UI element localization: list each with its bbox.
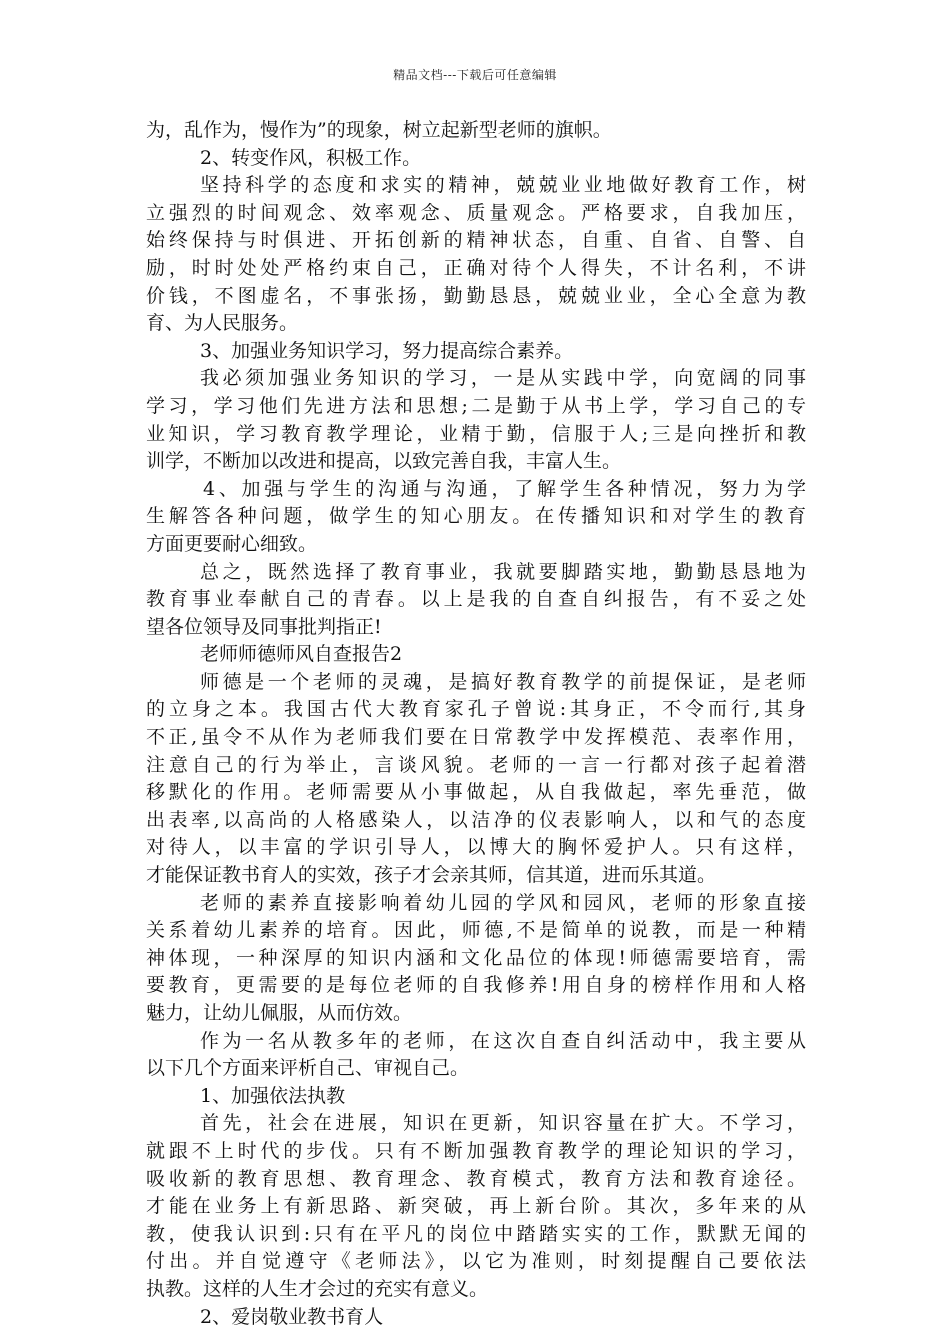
- text-line: 老师的素养直接影响着幼儿园的学风和园风，老师的形象直接: [200, 891, 806, 914]
- text-line: 才能保证教书育人的实效，孩子才会亲其师，信其道，进而乐其道。: [146, 864, 717, 887]
- paragraph: [146, 365, 806, 475]
- text-line: 才能在业务上有新思路、新突破，再上新台阶。其次，多年来的从: [146, 1195, 806, 1218]
- text-line: 2、转变作风，积极工作。: [200, 146, 422, 169]
- text-line: 师德是一个老师的灵魂，是搞好教育教学的前提保证，是老师: [200, 670, 806, 693]
- text-line: 老师师德师风自查报告2: [200, 643, 403, 666]
- text-line: 1、加强依法执教: [200, 1084, 346, 1107]
- text-line: 总之，既然选择了教育事业，我就要脚踏实地，勤勤恳恳地为: [200, 560, 806, 583]
- text-line: 执教。这样的人生才会过的充实有意义。: [146, 1277, 489, 1300]
- text-line: 学习，学习他们先进方法和思想;二是勤于从书上学，学习自己的专: [146, 394, 806, 417]
- paragraph: [146, 559, 806, 642]
- text-line: 注意自己的行为举止，言谈风貌。老师的一言一行都对孩子起着潜: [146, 753, 806, 776]
- text-line: 方面更要耐心细致。: [146, 532, 318, 555]
- paragraph: [146, 117, 806, 145]
- text-line: 育、为人民服务。: [146, 312, 299, 335]
- text-line: 为，乱作为，慢作为”的现象，树立起新型老师的旗帜。: [146, 119, 612, 141]
- paragraph: [146, 476, 806, 559]
- paragraph: [146, 669, 806, 890]
- text-line: 出表率,以高尚的人格感染人，以洁净的仪表影响人，以和气的态度: [146, 808, 806, 831]
- text-line: 以下几个方面来评析自己、审视自己。: [146, 1057, 470, 1080]
- text-line: 作为一名从教多年的老师，在这次自查自纠活动中，我主要从: [200, 1029, 806, 1052]
- text-line: 价钱，不图虚名，不事张扬，勤勤恳恳，兢兢业业，全心全意为教: [146, 284, 806, 307]
- paragraph: [146, 1083, 806, 1111]
- paragraph: [146, 890, 806, 1028]
- text-line: 坚持科学的态度和求实的精神，兢兢业业地做好教育工作，树: [200, 174, 806, 197]
- paragraph: [146, 172, 806, 338]
- text-line: 我必须加强业务知识的学习，一是从实践中学，向宽阔的同事: [200, 367, 806, 390]
- paragraph: [146, 338, 806, 366]
- text-line: 魅力，让幼儿佩服，从而仿效。: [146, 1002, 413, 1024]
- text-line: 3、加强业务知识学习，努力提高综合素养。: [200, 339, 574, 362]
- text-line: 要教育，更需要的是每位老师的自我修养!用自身的榜样作用和人格: [146, 974, 806, 997]
- text-line: 训学，不断加以改进和提高，以致完善自我，丰富人生。: [146, 450, 622, 473]
- text-line: 励，时时处处严格约束自己，正确对待个人得失，不计名利，不讲: [146, 256, 806, 279]
- text-line: 2、爱岗敬业教书育人: [200, 1305, 384, 1328]
- text-line: 吸收新的教育思想、教育理念、教育模式，教育方法和教育途径。: [146, 1167, 806, 1190]
- text-line: 业知识，学习教育教学理论，业精于勤，信服于人;三是向挫折和教: [146, 422, 806, 445]
- paragraph: [146, 1110, 806, 1303]
- document-body: [146, 117, 806, 1331]
- paragraph: [146, 1304, 806, 1332]
- text-line: 神体现，一种深厚的知识内涵和文化品位的体现!师德需要培育，需: [146, 946, 806, 969]
- paragraph: [146, 145, 806, 173]
- page-header: 精品文档---下载后可任意编辑: [393, 68, 557, 82]
- text-line: 就跟不上时代的步伐。只有不断加强教育教学的理论知识的学习，: [146, 1139, 806, 1162]
- text-line: 4、加强与学生的沟通与沟通，了解学生各种情况，努力为学: [203, 477, 806, 500]
- text-line: 关系着幼儿素养的培育。因此，师德,不是简单的说教，而是一种精: [146, 919, 806, 942]
- paragraph: [146, 641, 806, 669]
- text-line: 付出。并自觉遵守《老师法》，以它为准则，时刻提醒自己要依法: [146, 1250, 806, 1273]
- text-line: 首先，社会在进展，知识在更新，知识容量在扩大。不学习，: [200, 1112, 806, 1135]
- text-line: 生解答各种问题，做学生的知心朋友。在传播知识和对学生的教育: [146, 505, 806, 528]
- text-line: 始终保持与时俱进、开拓创新的精神状态，自重、自省、自警、自: [146, 229, 806, 252]
- text-line: 立强烈的时间观念、效率观念、质量观念。严格要求，自我加压，: [146, 201, 806, 224]
- paragraph: [146, 1028, 806, 1083]
- text-line: 教，使我认识到:只有在平凡的岗位中踏踏实实的工作，默默无闻的: [146, 1222, 806, 1245]
- text-line: 教育事业奉献自己的青春。以上是我的自查自纠报告，有不妥之处: [146, 588, 806, 611]
- text-line: 对待人，以丰富的学识引导人，以博大的胸怀爱护人。只有这样，: [146, 836, 806, 859]
- text-line: 不正,虽令不从作为老师我们要在日常教学中发挥模范、表率作用，: [146, 726, 806, 749]
- text-line: 望各位领导及同事批判指正!: [146, 615, 382, 638]
- text-line: 的立身之本。我国古代大教育家孔子曾说:其身正，不令而行,其身: [146, 698, 806, 721]
- text-line: 移默化的作用。老师需要从小事做起，从自我做起，率先垂范，做: [146, 781, 806, 804]
